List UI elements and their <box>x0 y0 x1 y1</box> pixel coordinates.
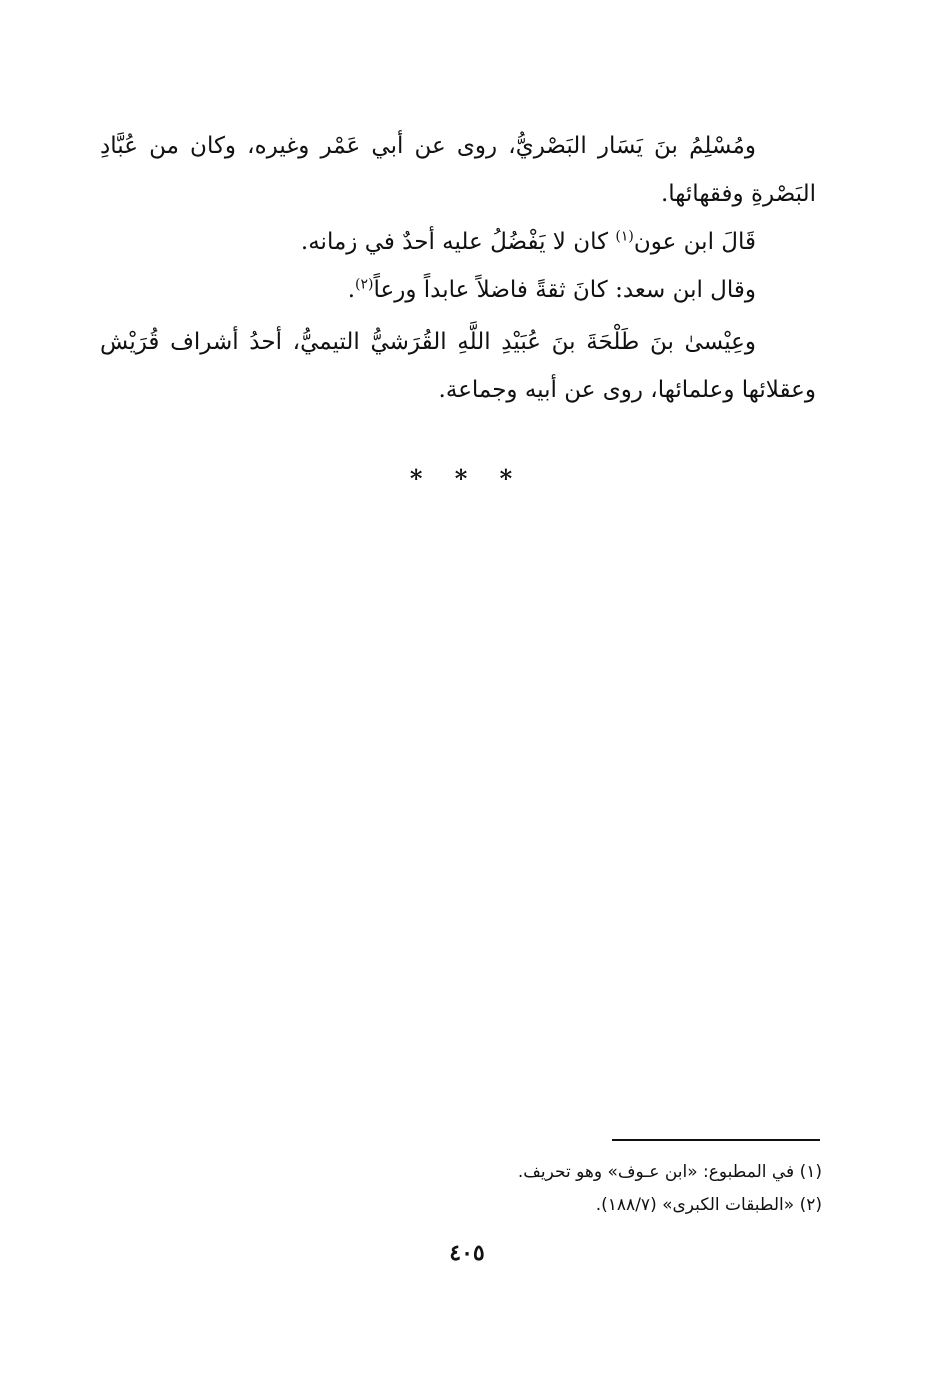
page-number: ٤٠٥ <box>449 1240 485 1266</box>
ibn-saad-text: وقال ابن سعد: كانَ ثقةً فاضلاً عابداً ورعاً <box>373 277 756 303</box>
paragraph-ibn-saad-quote <box>100 266 756 314</box>
section-separator: * * * <box>409 464 525 493</box>
footnote-1: (١) في المطبوع: «ابن عـوف» وهو تحريف. <box>517 1162 822 1182</box>
paragraph-muslim-ibn-yasar: ومُسْلِمُ بنَ يَسَار البَصْريُّ، روى عن أبي عَمْر وغيره، وكان من عُبَّادِ البَصْرةِ وفقهائها. <box>100 133 816 207</box>
paragraph-isa-ibn-talha: وعِيْسىٰ بنَ طَلْحَةَ بنَ عُبَيْدِ اللَّهِ القُرَشيُّ التيميُّ، أحدُ أشراف قُرَيْش وعقلائها وعلمائها، روى عن أبيه وجماعة. <box>100 329 816 403</box>
ibn-awn-text: قَالَ ابن عون <box>633 229 756 255</box>
paragraph-ibn-awn-quote <box>100 218 756 266</box>
footnotes <box>100 1156 822 1222</box>
footnote-ref-2: (٢) <box>355 276 374 293</box>
footnote-divider <box>612 1139 820 1141</box>
footnote-ref-1: (١) <box>615 228 634 245</box>
ibn-awn-rest: كان لا يَفْضُلُ عليه أحدٌ في زمانه. <box>300 229 616 255</box>
footnote-2: (٢) «الطبقات الكبرى» (١٨٨/٧). <box>595 1195 822 1215</box>
ibn-saad-end: . <box>347 277 356 303</box>
